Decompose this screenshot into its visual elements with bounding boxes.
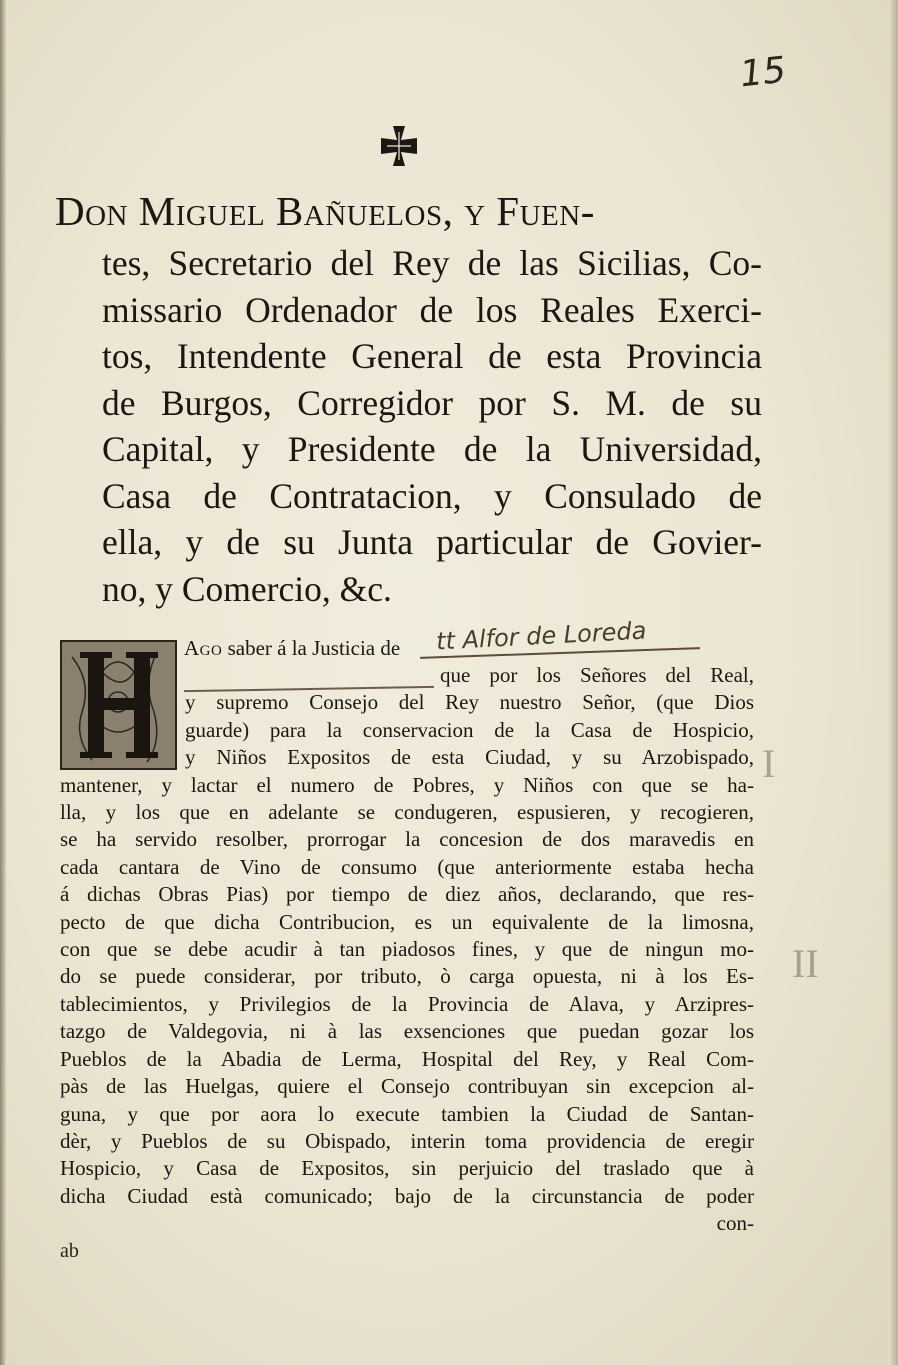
- opening-text: saber á la Justicia de: [222, 636, 401, 660]
- titles-line: Capital, y Presidente de la Universidad,: [102, 429, 762, 469]
- body-line: lla, y los que en adelante se condugeren, espusieren, y recogieren,: [60, 800, 754, 825]
- titles-line: ella, y de su Junta particular de Govier-: [102, 522, 762, 562]
- body-line: á dichas Obras Pias) por tiempo de diez años, declarando, que res-: [60, 882, 754, 907]
- bleed-mark: II: [792, 941, 819, 986]
- titles-line: missario Ordenador de los Reales Exerci-: [102, 289, 762, 330]
- opening-line: [184, 636, 400, 661]
- body-line: se ha servido resolber, prorrogar la concesion de dos maravedis en: [60, 827, 754, 852]
- body-line: guna, y que por aora lo execute tambien la Ciudad de Santan-: [60, 1101, 754, 1126]
- body-line: tablecimientos, y Privilegios de la Provincia de Alava, y Arzipres-: [60, 991, 754, 1016]
- titles-line: no, y Comercio, &c.: [102, 568, 392, 609]
- body-line: que por los Señores del Real,: [440, 663, 754, 687]
- body-line: tazgo de Valdegovia, ni à las exsenciones que puedan gozar los: [60, 1019, 754, 1044]
- body-line: pàs de las Huelgas, quiere el Consejo contribuyan sin excepcion al-: [60, 1074, 754, 1099]
- body-line: y supremo Consejo del Rey nuestro Señor, (que Dios: [185, 690, 754, 715]
- cross-pattee-icon: [377, 124, 421, 168]
- body-line: pecto de que dicha Contribucion, es un equivalente de la limosna,: [60, 909, 754, 934]
- titles-block: [102, 240, 762, 612]
- body-line: con que se debe acudir à tan piadosos fines, y que de ningun mo-: [60, 937, 754, 962]
- folio-number: 15: [737, 49, 788, 96]
- body-line: dèr, y Pueblos de su Obispado, interin toma providencia de eregir: [60, 1128, 754, 1153]
- body-line: do se puede considerar, por tributo, ò carga opuesta, ni à los Es-: [60, 964, 754, 989]
- signature-mark: ab: [60, 1240, 79, 1262]
- body-line: cada cantara de Vino de consumo (que anteriormente estaba hecha: [60, 854, 754, 879]
- titles-line: Casa de Contratacion, y Consulado de: [102, 475, 762, 516]
- titles-line: de Burgos, Corregidor por S. M. de su: [102, 382, 762, 423]
- body-line: Hospicio, y Casa de Expositos, sin perjuicio del traslado que à: [60, 1156, 754, 1181]
- body-line: guarde) para la conservacion de la Casa de Hospicio,: [185, 717, 754, 742]
- body-line: Pueblos de la Abadia de Lerma, Hospital del Rey, y Real Com-: [60, 1046, 754, 1071]
- handwritten-place-name: tt Alfor de Loreda: [435, 616, 648, 656]
- body-text: [60, 662, 754, 1238]
- catchword: con-: [716, 1211, 754, 1236]
- body-line: dicha Ciudad està comunicado; bajo de la circunstancia de poder: [60, 1183, 754, 1208]
- body-line: y Niños Expositos de esta Ciudad, y su Arzobispado,: [185, 745, 754, 770]
- document-title: Don Miguel Bañuelos, y Fuen-: [55, 188, 595, 234]
- titles-line: tos, Intendente General de esta Provincia: [102, 336, 762, 376]
- bleed-mark: I: [762, 741, 776, 786]
- opening-caps: Ago: [184, 636, 223, 660]
- page-edge-left: [0, 0, 6, 1365]
- page-edge-right: [888, 0, 898, 1365]
- titles-line: tes, Secretario del Rey de las Sicilias, Co-: [102, 243, 762, 283]
- body-line: mantener, y lactar el numero de Pobres, y Niños con que se ha-: [60, 772, 754, 797]
